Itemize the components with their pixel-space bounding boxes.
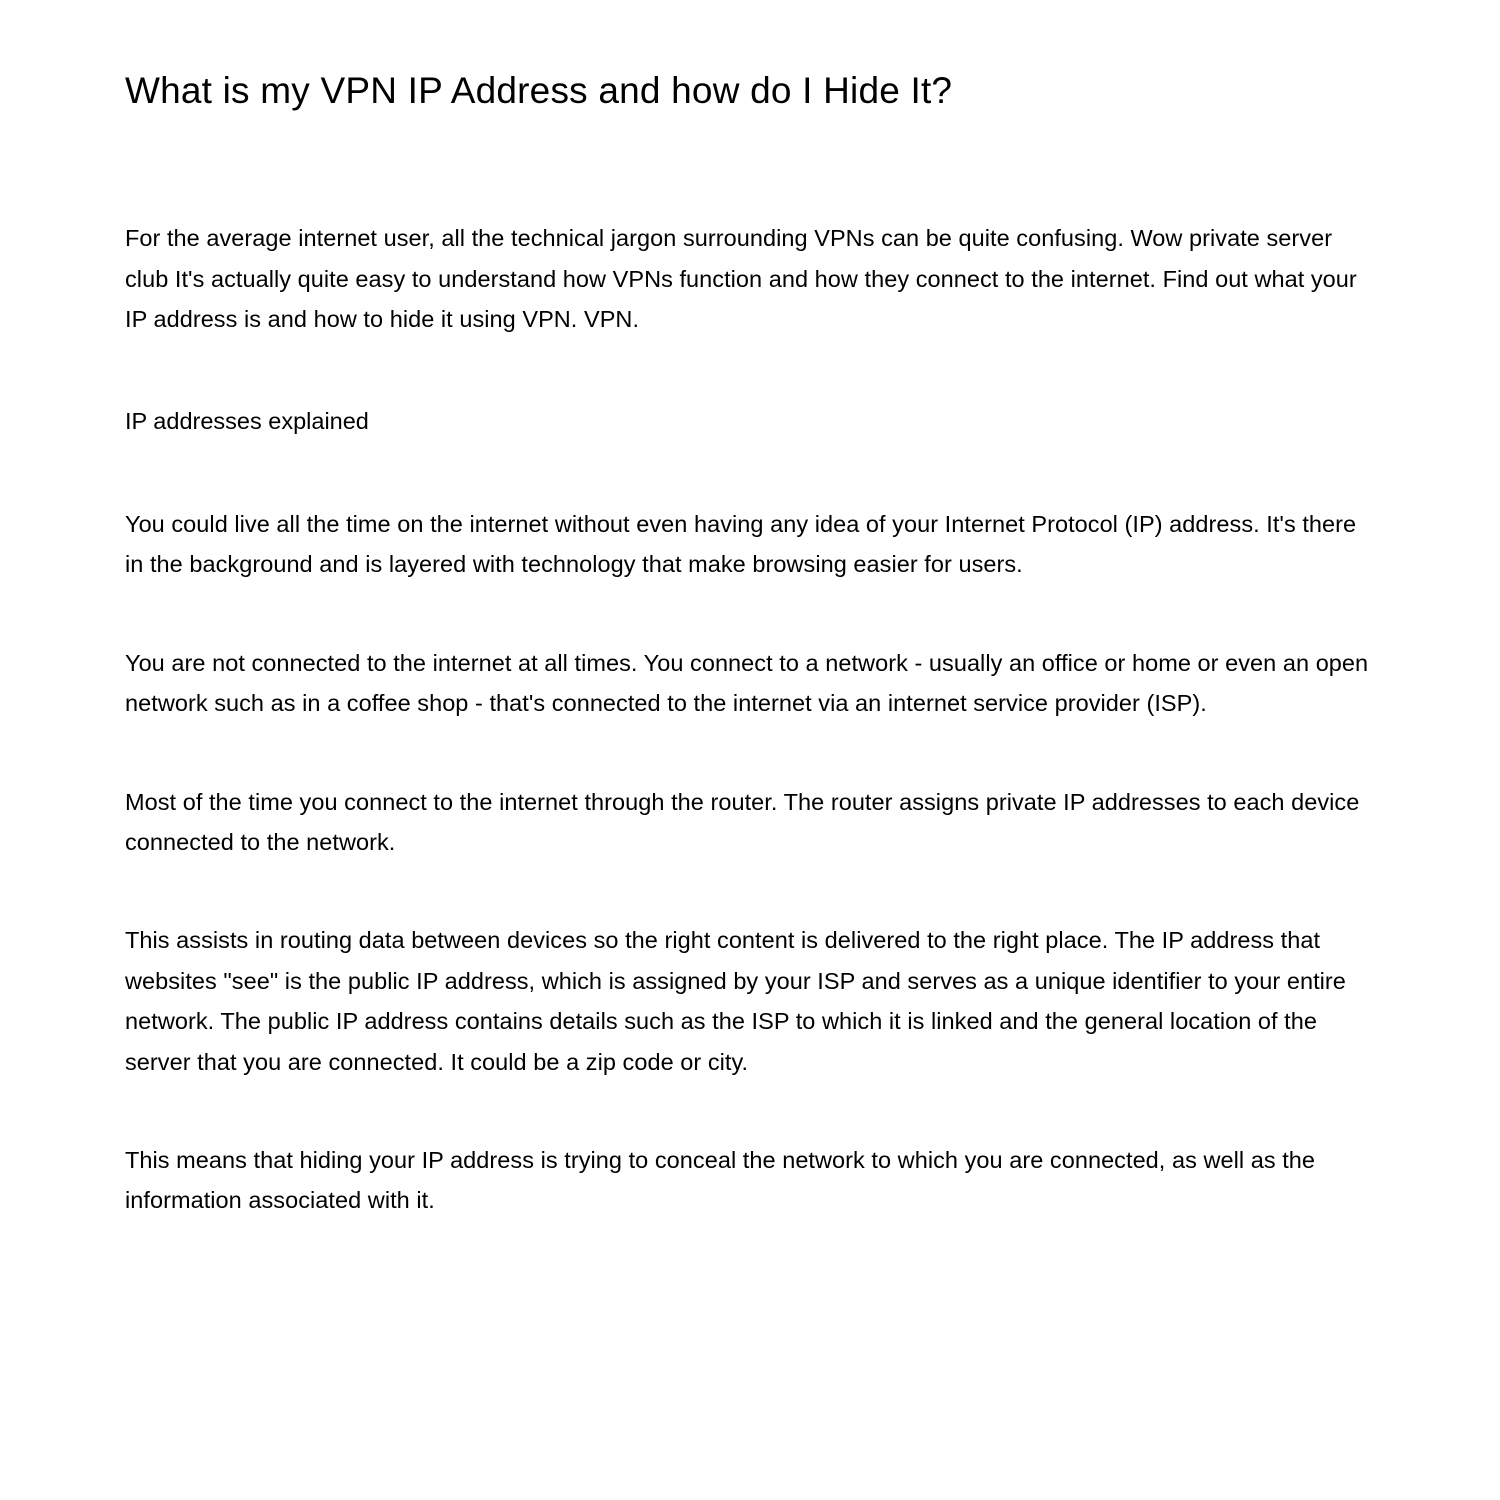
paragraph-spacer	[125, 1082, 1375, 1140]
paragraph-router-private-ip: Most of the time you connect to the internet through the router. The router assigns private IP addresses to each device connected to the network.	[125, 788, 1360, 855]
paragraph-hiding-ip: This means that hiding your IP address is trying to conceal the network to which you are connected, as well as the information associated with it.	[125, 1146, 1316, 1214]
document-title: What is my VPN IP Address and how do I Hide It?	[125, 70, 953, 111]
title-spacer	[125, 114, 1375, 218]
paragraph-ip-background: You could live all the time on the internet without even having any idea of your Internet Protocol (IP) address. It's there in the background and is layered with technology that make browsing easier for users.	[125, 510, 1357, 578]
heading-spacer	[125, 442, 1375, 504]
paragraph-spacer	[125, 724, 1375, 782]
paragraph-public-ip-details: This assists in routing data between devices so the right content is delivered to the right place. The IP address that websites "see" is the public IP address, which is assigned by your ISP and serves as a unique identifier to your entire network. The public IP address contains details such as the ISP to which it is linked and the general location of the server that you are connected. It could be a zip code or city.	[125, 927, 1346, 1075]
paragraph-network-connection: You are not connected to the internet at all times. You connect to a network - usually an office or home or even an open network such as in a coffee shop - that's connected to the internet via an internet service provider (ISP).	[125, 649, 1369, 717]
section-heading-ip-addresses-explained: IP addresses explained	[125, 408, 369, 435]
paragraph-spacer	[125, 585, 1375, 643]
paragraph-intro: For the average internet user, all the technical jargon surrounding VPNs can be quite confusing. Wow private server club It's actually quite easy to understand how VPNs function and how they connect to the internet. Find out what your IP address is and how to hide it using VPN. VPN.	[125, 225, 1357, 333]
paragraph-spacer	[125, 862, 1375, 920]
paragraph-spacer	[125, 339, 1375, 401]
